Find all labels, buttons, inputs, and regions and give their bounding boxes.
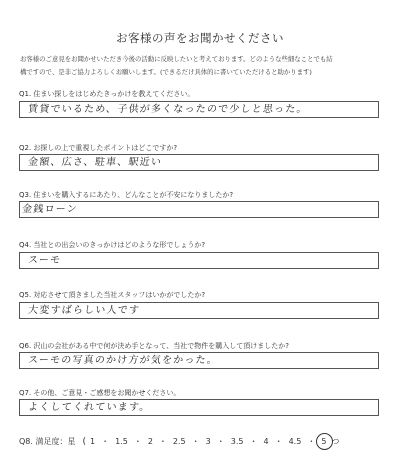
rating-label: Q8. 満足度：星	[19, 437, 76, 446]
rating-separator: ・	[133, 437, 142, 446]
rating-option[interactable]: 1	[90, 437, 96, 446]
answer-3-text: 金銭ローン	[21, 204, 79, 215]
rating-option[interactable]: 4	[263, 437, 269, 446]
rating-separator: ・	[158, 437, 167, 446]
rating-option[interactable]: 2	[147, 437, 153, 446]
rating-trail: つ	[331, 437, 340, 446]
question-7-label: Q7. その他、ご意見・ご感想をお聞かせください。	[19, 389, 181, 397]
answer-2-field[interactable]	[19, 154, 379, 171]
answer-6-text: スーモの写真のかけ方が気をかった。	[27, 355, 219, 366]
survey-title: お客様の声をお聞かせください	[116, 31, 284, 45]
answer-5-text: 大変すばらしい人です	[27, 305, 141, 316]
answer-1-field[interactable]	[19, 101, 379, 118]
rating-separator: ・	[274, 437, 283, 446]
rating-open-paren: (	[82, 436, 86, 447]
intro-text	[20, 53, 382, 78]
rating-option[interactable]: 5	[321, 437, 327, 446]
question-1-label: Q1. 住まい探しをはじめたきっかけを教えてください。	[19, 90, 195, 98]
rating-separator: ・	[307, 437, 316, 446]
question-6-label: Q6. 沢山の会社がある中で何が決め手となって、当社で物件を購入して頂けましたか?	[19, 342, 289, 350]
rating-option[interactable]: 3.5	[230, 437, 244, 446]
rating-option[interactable]: 3	[205, 437, 211, 446]
answer-2-text: 金額、広さ、駐車、駅近い	[27, 157, 163, 168]
answer-5-field[interactable]	[19, 302, 379, 319]
answer-3-field[interactable]	[19, 201, 379, 218]
answer-7-text: よくしてくれています。	[27, 402, 152, 413]
answer-1-text: 賃貸でいるため、子供が多くなったので少しと思った。	[27, 104, 309, 115]
rating-option[interactable]: 1.5	[115, 437, 128, 446]
rating-separator: ・	[101, 437, 110, 446]
question-3-label: Q3. 住まいを購入するにあたり、どんなことが不安になりましたか?	[19, 191, 234, 199]
rating-separator: ・	[216, 437, 225, 446]
rating-options	[89, 436, 327, 447]
answer-7-field[interactable]	[19, 399, 379, 416]
answer-4-text: スーモ	[27, 255, 62, 266]
satisfaction-rating	[19, 436, 389, 447]
answer-4-field[interactable]	[19, 252, 379, 269]
intro-line: 構ですので、是非ご協力よろしくお願いします。(できるだけ具体的に書いていただけると助かります)	[20, 67, 312, 76]
question-5-label: Q5. 対応させて頂きました当社スタッフはいかがでしたか?	[19, 291, 206, 299]
answer-6-field[interactable]	[19, 352, 379, 369]
rating-option[interactable]: 4.5	[288, 437, 302, 446]
intro-line: お客様のご意見をお聞かせいただき今後の活動に反映したいと考えております。どのような些細なことでも結	[20, 55, 333, 63]
rating-separator: ・	[191, 437, 200, 446]
rating-option[interactable]: 2.5	[172, 437, 186, 446]
question-4-label: Q4. 当社との出会いのきっかけはどのような形でしょうか?	[19, 241, 206, 249]
rating-separator: ・	[249, 437, 258, 446]
question-2-label: Q2. お探しの上で重視したポイントはどこですか?	[19, 144, 178, 152]
